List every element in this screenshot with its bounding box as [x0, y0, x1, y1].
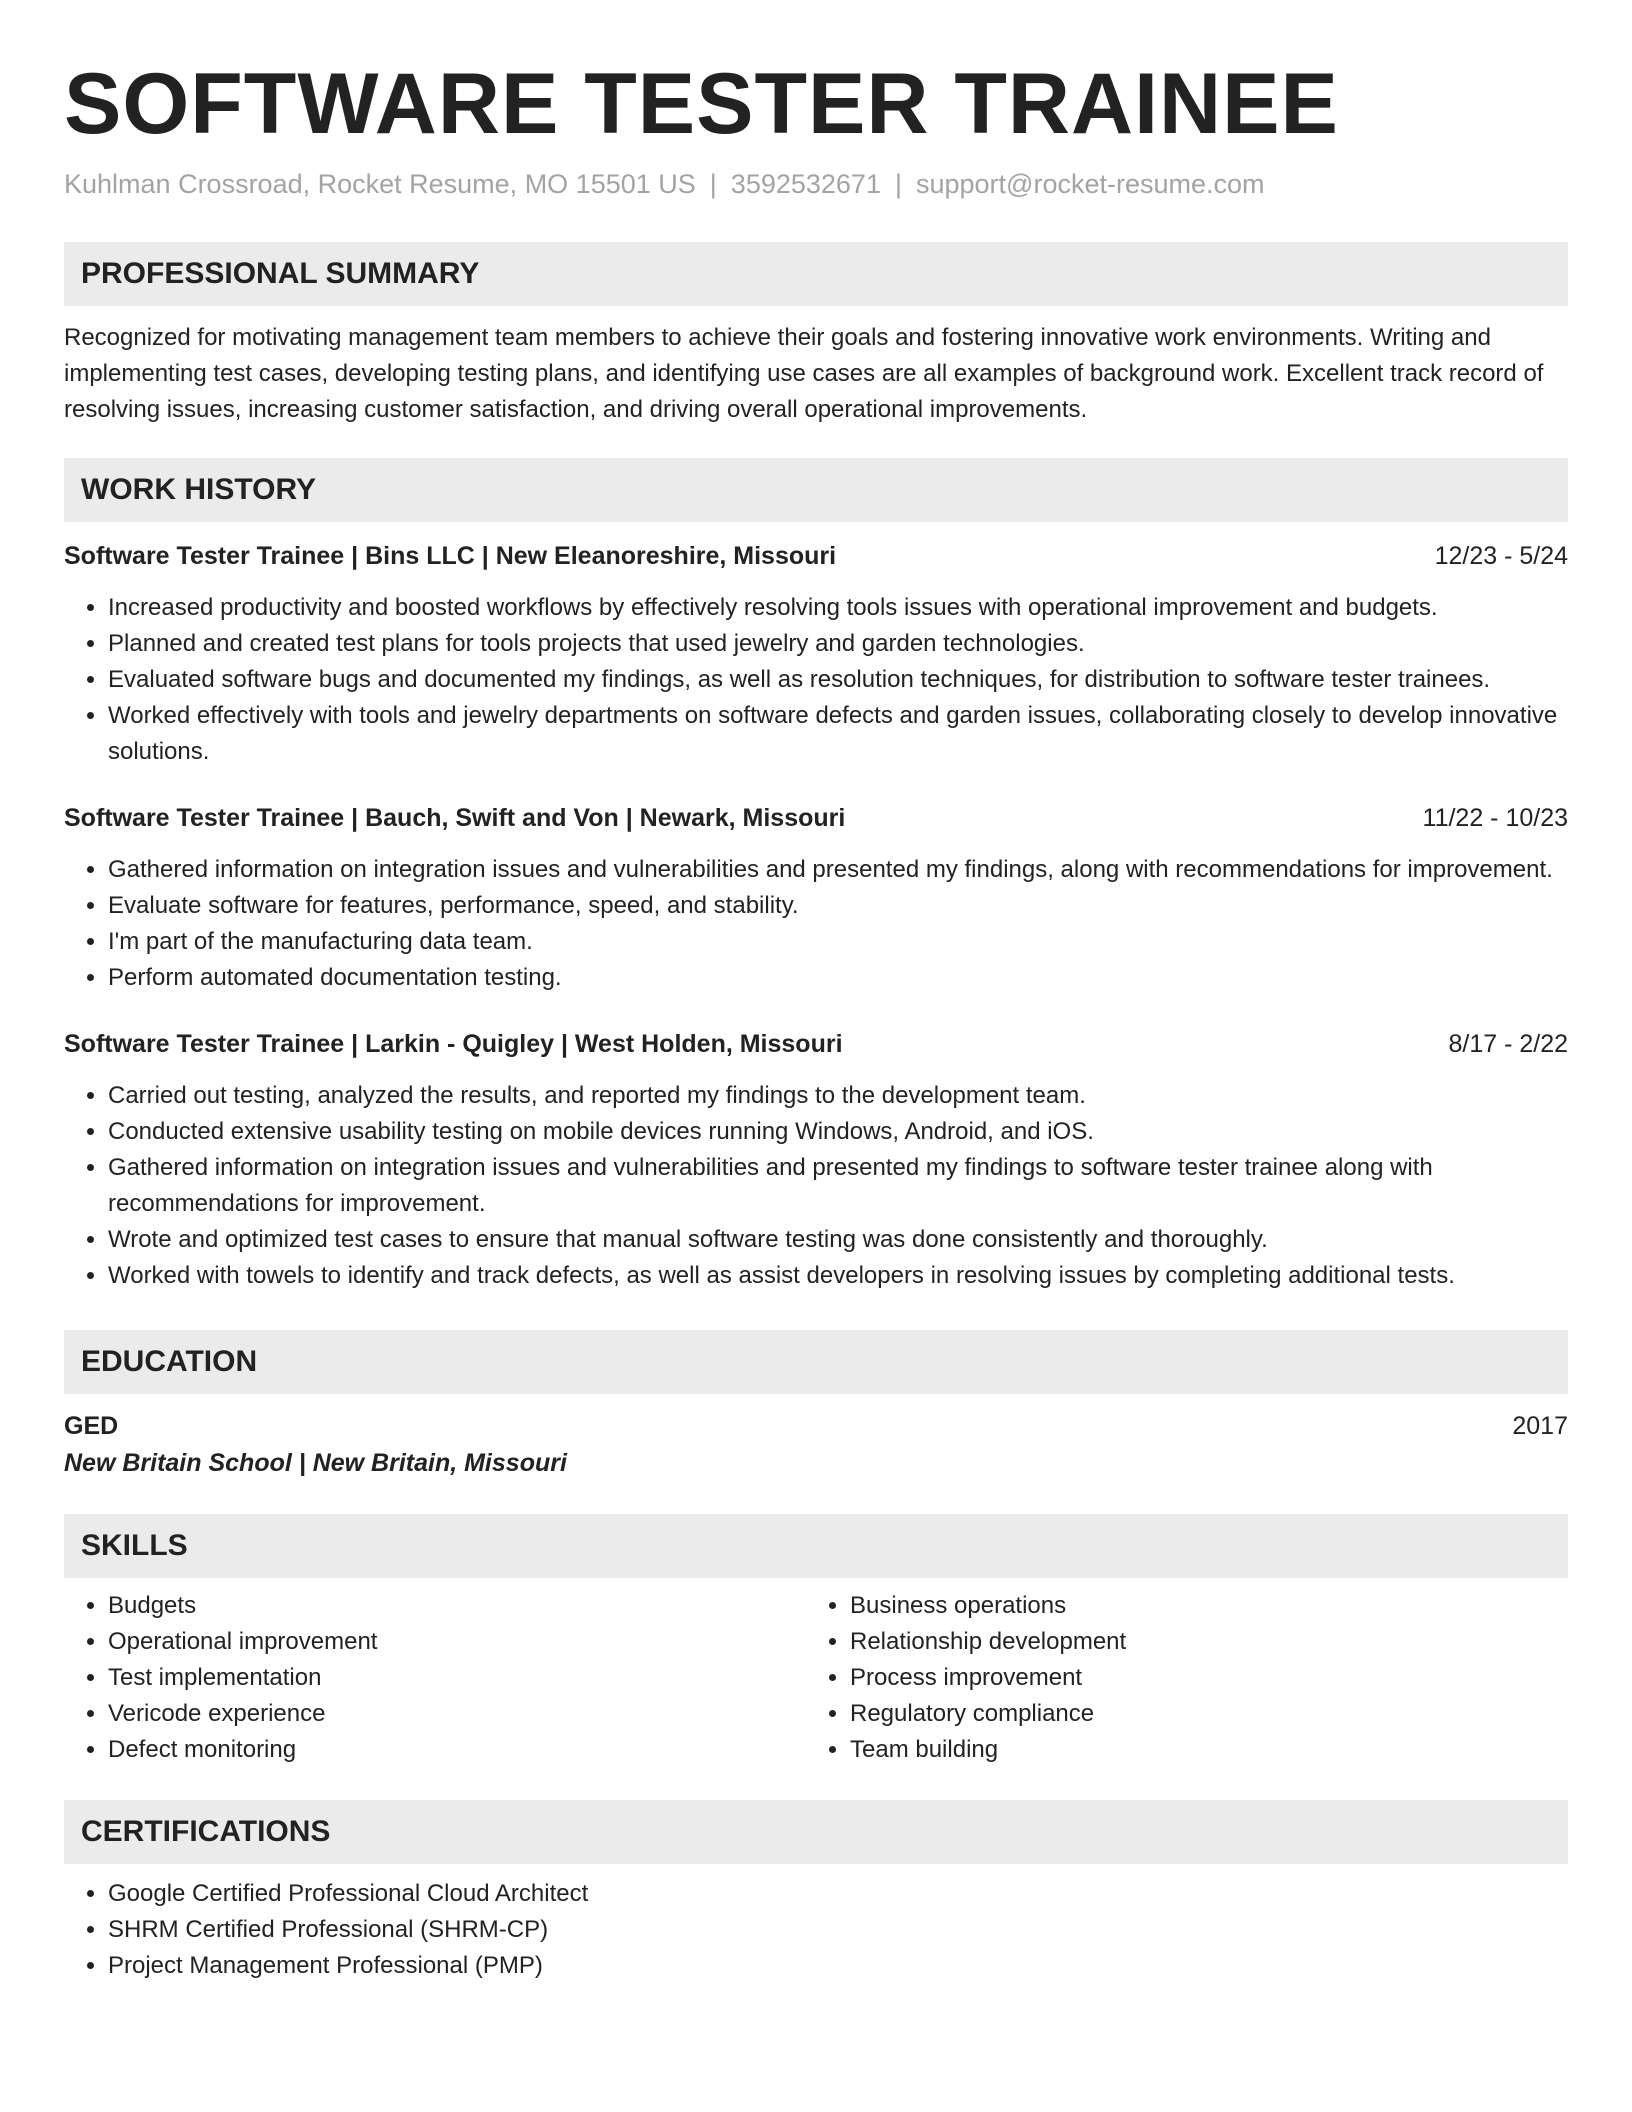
skills-section	[64, 1514, 1568, 1768]
job-entry	[64, 800, 1568, 996]
job-entry	[64, 538, 1568, 770]
list-item: • Conducted extensive usability testing on mobile devices running Windows, Android, and iOS.	[108, 1114, 1568, 1150]
contact-address: Kuhlman Crossroad, Rocket Resume, MO 15501 US	[64, 169, 696, 199]
list-item: • Worked effectively with tools and jewelry departments on software defects and garden issues, collaborating closely to develop innovative solutions.	[108, 698, 1568, 770]
list-item: • Team building	[850, 1732, 1548, 1768]
contact-separator: |	[894, 169, 902, 199]
skills-grid	[64, 1588, 1568, 1768]
contact-email: support@rocket-resume.com	[915, 169, 1265, 199]
job-header	[64, 538, 1568, 574]
contact-line	[64, 166, 1568, 202]
job-title: Software Tester Trainee | Bins LLC | New Eleanoreshire, Missouri	[64, 542, 837, 570]
list-item: • I'm part of the manufacturing data team.	[108, 924, 1568, 960]
candidate-name: SOFTWARE TESTER TRAINEE	[64, 56, 1339, 152]
list-item: • Evaluate software for features, performance, speed, and stability.	[108, 888, 1568, 924]
list-item: • Process improvement	[850, 1660, 1548, 1696]
education-degree: GED	[64, 1412, 119, 1440]
summary-heading: PROFESSIONAL SUMMARY	[64, 242, 1568, 306]
job-bullets	[64, 1078, 1568, 1294]
list-item: • Evaluated software bugs and documented my findings, as well as resolution techniques, for distribution to software tester trainees.	[108, 662, 1568, 698]
education-heading: EDUCATION	[64, 1330, 1568, 1394]
work-history-section	[64, 458, 1568, 1294]
skills-column-right	[806, 1588, 1548, 1768]
job-header	[64, 1026, 1568, 1062]
skills-heading: SKILLS	[64, 1514, 1568, 1578]
job-bullets	[64, 590, 1568, 770]
job-bullets	[64, 852, 1568, 996]
education-row	[64, 1408, 1568, 1444]
skills-list	[64, 1588, 806, 1768]
summary-text: Recognized for motivating management team members to achieve their goals and fostering innovative work environments. Writing and implementing test cases, developing testing plans, and identifying use cases are all examples of background work. Excellent track record of resolving issues, increasing customer satisfaction, and driving overall operational improvements.	[64, 324, 1544, 423]
summary-section	[64, 242, 1568, 428]
job-entry	[64, 1026, 1568, 1294]
list-item: • Carried out testing, analyzed the results, and reported my findings to the development team.	[108, 1078, 1568, 1114]
list-item: • Test implementation	[108, 1660, 806, 1696]
list-item: • Increased productivity and boosted workflows by effectively resolving tools issues with operational improvement and budgets.	[108, 590, 1568, 626]
list-item: • Budgets	[108, 1588, 806, 1624]
list-item: • Defect monitoring	[108, 1732, 806, 1768]
list-item: • Google Certified Professional Cloud Architect	[108, 1876, 1568, 1912]
list-item: • Gathered information on integration issues and vulnerabilities and presented my findings to software tester trainee along with recommendations for improvement.	[108, 1150, 1568, 1222]
contact-phone: 3592532671	[730, 169, 881, 199]
job-header	[64, 800, 1568, 836]
job-dates: 11/22 - 10/23	[1422, 804, 1568, 832]
list-item: • Perform automated documentation testing.	[108, 960, 1568, 996]
certifications-list	[64, 1876, 1568, 1984]
education-entry	[64, 1408, 1568, 1482]
certifications-heading: CERTIFICATIONS	[64, 1800, 1568, 1864]
skills-list	[806, 1588, 1548, 1768]
job-dates: 12/23 - 5/24	[1434, 542, 1568, 570]
list-item: • SHRM Certified Professional (SHRM-CP)	[108, 1912, 1568, 1948]
list-item: • Relationship development	[850, 1624, 1548, 1660]
list-item: • Vericode experience	[108, 1696, 806, 1732]
skills-column-left	[64, 1588, 806, 1768]
list-item: • Operational improvement	[108, 1624, 806, 1660]
job-title: Software Tester Trainee | Bauch, Swift and Von | Newark, Missouri	[64, 804, 846, 832]
education-year: 2017	[1512, 1412, 1568, 1440]
list-item: • Wrote and optimized test cases to ensure that manual software testing was done consistently and thoroughly.	[108, 1222, 1568, 1258]
education-school: New Britain School | New Britain, Missouri	[64, 1449, 567, 1477]
list-item: • Planned and created test plans for tools projects that used jewelry and garden technologies.	[108, 626, 1568, 662]
list-item: • Worked with towels to identify and track defects, as well as assist developers in resolving issues by completing additional tests.	[108, 1258, 1568, 1294]
work-history-heading: WORK HISTORY	[64, 458, 1568, 522]
list-item: • Gathered information on integration issues and vulnerabilities and presented my findings, along with recommendations for improvement.	[108, 852, 1568, 888]
list-item: • Project Management Professional (PMP)	[108, 1948, 1568, 1984]
education-section	[64, 1330, 1568, 1482]
job-dates: 8/17 - 2/22	[1448, 1030, 1568, 1058]
list-item: • Business operations	[850, 1588, 1548, 1624]
job-title: Software Tester Trainee | Larkin - Quigley | West Holden, Missouri	[64, 1030, 843, 1058]
contact-separator: |	[709, 169, 717, 199]
certifications-section	[64, 1800, 1568, 1984]
list-item: • Regulatory compliance	[850, 1696, 1548, 1732]
